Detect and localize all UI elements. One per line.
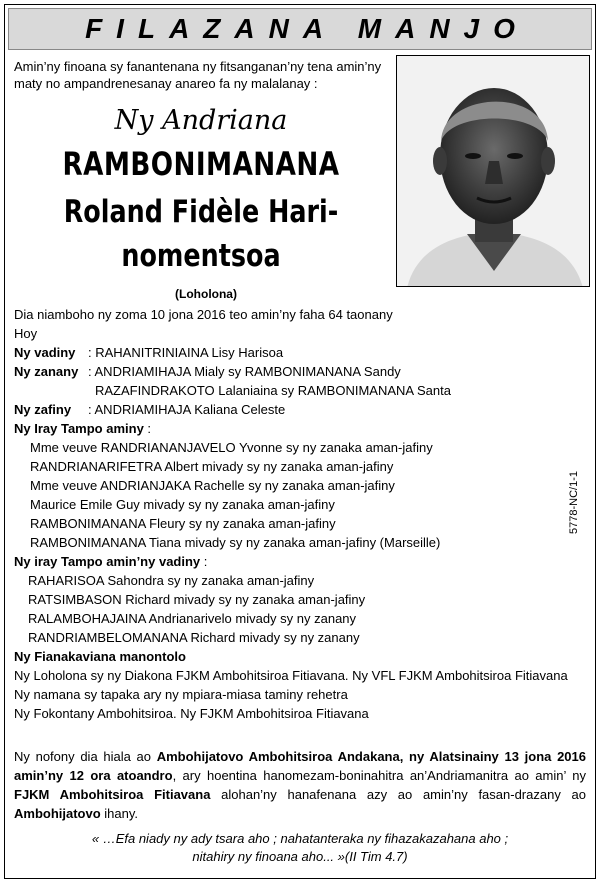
death-notice: Dia niamboho ny zoma 10 jona 2016 teo amin’ny faha 64 taonany xyxy=(14,307,393,322)
spouse-siblings-label: Ny iray Tampo amin’ny vadiny xyxy=(14,554,201,569)
header-banner xyxy=(8,8,592,50)
sibling-entry: RAMBONIMANANA Tiana mivady sy ny zanaka aman-jafiny (Marseille) xyxy=(30,535,441,550)
burial-place-time: Ambohijatovo Ambohitsiroa Andakana, ny Alatsinainy 13 jona 2016 amin’ny 12 ora atoandro xyxy=(14,749,586,783)
intro-line: maty no ampandrenesanay anareo fa ny malalanay : xyxy=(14,76,318,91)
extended-family-entry: Ny namana sy tapaka ary ny mpiara-miasa taminy rehetra xyxy=(14,687,348,702)
intro-line: Amin’ny finoana sy fanantenana ny fitsanganan’ny tena amin’ny xyxy=(14,59,382,74)
deceased-given-names: Roland Fidèle Hari- xyxy=(63,194,339,230)
children-value: : ANDRIAMIHAJA Mialy sy RAMBONIMANANA Sandy xyxy=(88,364,401,379)
spouse-siblings-list xyxy=(14,571,584,647)
spouse-sibling-entry: RALAMBOHAJAINA Andrianarivelo mivady sy ny zanany xyxy=(28,611,357,626)
spouse-label: Ny vadiny xyxy=(14,345,76,360)
burial-location: Ambohijatovo xyxy=(14,806,101,821)
sibling-entry: RANDRIANARIFETRA Albert mivady sy ny zanaka aman-jafiny xyxy=(30,459,394,474)
spouse-sibling-entry: RATSIMBASON Richard mivady sy ny zanaka aman-jafiny xyxy=(28,592,366,607)
portrait-image xyxy=(397,56,590,287)
siblings-colon: : xyxy=(143,421,152,436)
portrait-photo xyxy=(396,55,590,287)
spouse-sibling-entry: RANDRIAMBELOMANANA Richard mivady sy ny zanany xyxy=(28,630,360,645)
grandchildren-label: Ny zafiny xyxy=(14,402,72,417)
extended-family-list xyxy=(14,666,584,723)
bible-quote xyxy=(14,830,586,866)
deceased-given-names-cont: nomentsoa xyxy=(121,238,281,274)
nickname: (Loholona) xyxy=(175,287,237,301)
burial-details xyxy=(14,747,586,823)
header-title: FILAZANA MANJO xyxy=(85,13,529,44)
intro-text xyxy=(14,58,388,92)
spouse-siblings-heading xyxy=(14,552,584,571)
sibling-entry: Mme veuve RANDRIANANJAVELO Yvonne sy ny zanaka aman-jafiny xyxy=(30,440,433,455)
sibling-entry: Mme veuve ANDRIANJAKA Rachelle sy ny zanaka aman-jafiny xyxy=(30,478,395,493)
spouse-siblings-colon: : xyxy=(200,554,208,569)
quote-line: « …Efa niady ny ady tsara aho ; nahatanteraka ny fihazakazahana aho ; xyxy=(91,831,509,846)
children-row xyxy=(14,362,584,381)
burial-text: ihany. xyxy=(100,806,139,821)
extended-family-entry: Ny Loholona sy ny Diakona FJKM Ambohitsiroa Fitiavana. Ny VFL FJKM Ambohitsiroa Fitiavana xyxy=(14,668,568,683)
burial-text: alohan’ny hanafenana azy ao amin’ny fasan-drazany ao xyxy=(210,787,586,802)
burial-text: , ary hoentina hanomezam-boninahitra an’Andriamanitra ao amin’ ny xyxy=(172,768,586,783)
extended-family-entry: Ny Fokontany Ambohitsiroa. Ny FJKM Ambohitsiroa Fitiavana xyxy=(14,706,369,721)
burial-text: Ny nofony dia hiala ao xyxy=(14,749,157,764)
siblings-label: Ny Iray Tampo aminy xyxy=(14,421,144,436)
children-label: Ny zanany xyxy=(14,364,79,379)
spouse-row xyxy=(14,343,584,362)
honorific-title: Ny Andriana xyxy=(114,105,288,136)
extended-family-heading: Ny Fianakaviana manontolo xyxy=(14,649,186,664)
children-row-cont: RAZAFINDRAKOTO Lalaniaina sy RAMBONIMANANA Santa xyxy=(95,383,451,398)
quote-line: nitahiry ny finoana aho... »(II Tim 4.7) xyxy=(192,849,408,864)
sibling-entry: RAMBONIMANANA Fleury sy ny zanaka aman-jafiny xyxy=(30,516,336,531)
grandchildren-row xyxy=(14,400,584,419)
spouse-sibling-entry: RAHARISOA Sahondra sy ny zanaka aman-jafiny xyxy=(28,573,315,588)
reference-code: 5778-NC/1-1 xyxy=(568,471,580,534)
grandchildren-value: : ANDRIAMIHAJA Kaliana Celeste xyxy=(88,402,286,417)
sibling-entry: Maurice Emile Guy mivady sy ny zanaka aman-jafiny xyxy=(30,497,335,512)
death-notice-cont: Hoy xyxy=(14,326,38,341)
deceased-surname: RAMBONIMANANA xyxy=(62,145,340,183)
announcement-body xyxy=(14,305,584,723)
church-name: FJKM Ambohitsiroa Fitiavana xyxy=(14,787,211,802)
spouse-value: : RAHANITRINIAINA Lisy Harisoa xyxy=(88,345,284,360)
siblings-heading xyxy=(14,419,584,438)
siblings-list xyxy=(14,438,584,552)
